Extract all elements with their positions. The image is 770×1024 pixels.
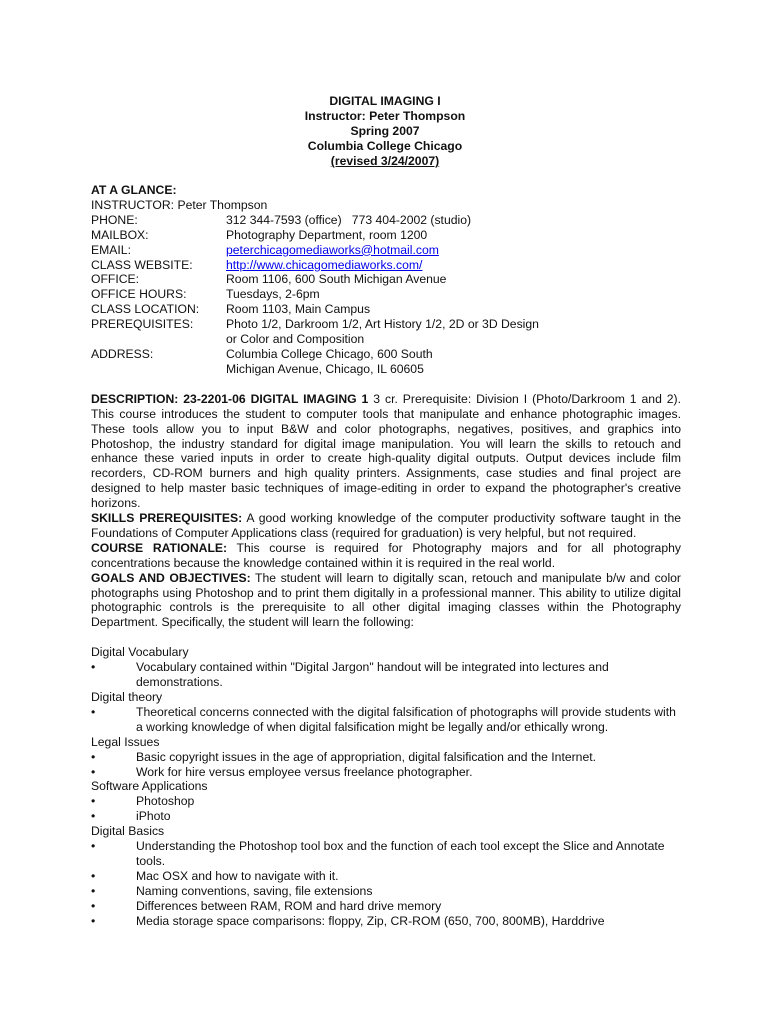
objectives-list [91, 645, 681, 928]
address-line-2: Michigan Avenue, Chicago, IL 60605 [226, 361, 424, 376]
section-title: Digital theory [91, 690, 163, 704]
bullet-icon: • [91, 764, 96, 779]
term-line: Spring 2007 [350, 124, 420, 138]
section-title: Digital Vocabulary [91, 645, 189, 660]
website-link[interactable]: http://www.chicagomediaworks.com/ [226, 257, 423, 272]
email-link[interactable]: peterchicagomediaworks@hotmail.com [226, 242, 439, 257]
document-header [0, 94, 770, 169]
mailbox-label: MAILBOX: [91, 227, 149, 242]
website-label: CLASS WEBSITE: [91, 257, 193, 272]
list-item: • Vocabulary contained within "Digital Jargon" handout will be integrated into lectures and demonstrations. [91, 660, 609, 690]
bullet-icon: • [91, 794, 96, 809]
email-label: EMAIL: [91, 242, 131, 257]
description-paragraph [91, 392, 681, 511]
school-line: Columbia College Chicago [307, 139, 463, 153]
address-label: ADDRESS: [91, 346, 154, 361]
bullet-icon: • [91, 898, 96, 913]
list-item: • Mac OSX and how to navigate with it. [91, 868, 339, 883]
office-hours-value: Tuesdays, 2-6pm [226, 287, 320, 302]
office-label: OFFICE: [91, 272, 140, 287]
skills-text: A good working knowledge of the computer productivity software taught in the Foundations of Computer Applications class (required for graduation) is very helpful, but not required. [91, 511, 682, 540]
list-item: • Theoretical concerns connected with the digital falsification of photographs will provide students with a working knowledge of when digital falsification might be legally and/or ethically wrong. [91, 704, 676, 734]
bullet-icon: • [91, 749, 96, 764]
list-item: • Media storage space comparisons: floppy, Zip, CR-ROM (650, 700, 800MB), Harddrive [91, 913, 605, 928]
list-item: • Understanding the Photoshop tool box and the function of each tool except the Slice and Annotate tools. [91, 839, 665, 868]
address-line-1: Columbia College Chicago, 600 South [226, 346, 433, 361]
bullet-icon: • [91, 839, 96, 854]
list-item: • Photoshop [91, 794, 195, 809]
address-row [91, 347, 681, 377]
prerequisites-row [91, 317, 681, 347]
prerequisites-line-1: Photo 1/2, Darkroom 1/2, Art History 1/2, 2D or 3D Design [226, 317, 539, 332]
prerequisites-line-2: or Color and Composition [226, 332, 365, 347]
course-title: DIGITAL IMAGING I [329, 94, 441, 108]
skills-label: SKILLS PREREQUISITES: [91, 511, 243, 526]
bullet-icon: • [91, 913, 96, 928]
list-item: • Basic copyright issues in the age of appropriation, digital falsification and the Internet. [91, 749, 597, 764]
mailbox-row [91, 228, 681, 243]
rationale-text: This course is required for Photography majors and for all photography concentrations because the knowledge contained within it is required in the real world. [91, 540, 681, 570]
list-item: • Differences between RAM, ROM and hard drive memory [91, 898, 442, 913]
goals-label: GOALS AND OBJECTIVES: [91, 570, 251, 585]
bullet-icon: • [91, 883, 96, 898]
bullet-icon: • [91, 809, 96, 824]
email-row [91, 243, 681, 258]
prerequisites-label: PREREQUISITES: [91, 317, 194, 332]
bullet-icon: • [91, 868, 96, 883]
office-value: Room 1106, 600 South Michigan Avenue [226, 272, 447, 287]
instructor-info: INSTRUCTOR: Peter Thompson [91, 197, 268, 212]
phone-value: 312 344-7593 (office) 773 404-2002 (studio) [226, 212, 472, 227]
section-title: Legal Issues [91, 734, 160, 749]
goals-paragraph [91, 571, 681, 631]
class-location-row [91, 302, 681, 317]
office-hours-label: OFFICE HOURS: [91, 287, 187, 302]
section-title: Software Applications [91, 779, 208, 794]
skills-paragraph [91, 511, 681, 541]
office-hours-row [91, 287, 681, 302]
rationale-paragraph [91, 541, 681, 571]
description-label: DESCRIPTION: 23-2201-06 DIGITAL IMAGING 1 [91, 391, 369, 406]
class-location-label: CLASS LOCATION: [91, 302, 200, 317]
goals-text: The student will learn to digitally scan, retouch and manipulate b/w and color photographs using Photoshop and to print them digitally in a professional manner. This ability to utilize digital photographic controls is the prerequisite to all other digital imaging classes within the Photography Department. Specifically, the student will learn the following: [91, 570, 681, 630]
class-location-value: Room 1103, Main Campus [226, 302, 371, 317]
rationale-label: COURSE RATIONALE: [91, 540, 228, 555]
phone-row [91, 213, 681, 228]
revised-date: (revised 3/24/2007) [330, 154, 440, 168]
at-a-glance-heading: AT A GLANCE: [91, 183, 177, 197]
mailbox-value: Photography Department, room 1200 [226, 227, 428, 242]
list-item: • Naming conventions, saving, file extensions [91, 883, 373, 898]
list-item: • Work for hire versus employee versus freelance photographer. [91, 764, 473, 779]
description-text: 3 cr. Prerequisite: Division I (Photo/Darkroom 1 and 2). This course introduces the student to computer tools that manipulate and enhance photographic images. These tools allow you to input B&W and color photographs, negatives, positives, and graphics into Photoshop, the industry standard for digital image manipulation. You will learn the skills to retouch and enhance these varied inputs in order to create high-quality digital outputs. Output devices include film recorders, CD-ROM burners and high quality printers. Assignments, case studies and final project are designed to help master basic techniques of image-editing in order to expand the photographer's creative horizons. [91, 391, 682, 511]
bullet-icon: • [91, 704, 96, 719]
list-item: • iPhoto [91, 809, 171, 824]
office-row [91, 272, 681, 287]
website-row [91, 258, 681, 273]
section-title: Digital Basics [91, 824, 165, 839]
syllabus-body [91, 183, 681, 929]
bullet-icon: • [91, 660, 96, 675]
phone-label: PHONE: [91, 212, 138, 227]
instructor-line: Instructor: Peter Thompson [304, 109, 466, 123]
